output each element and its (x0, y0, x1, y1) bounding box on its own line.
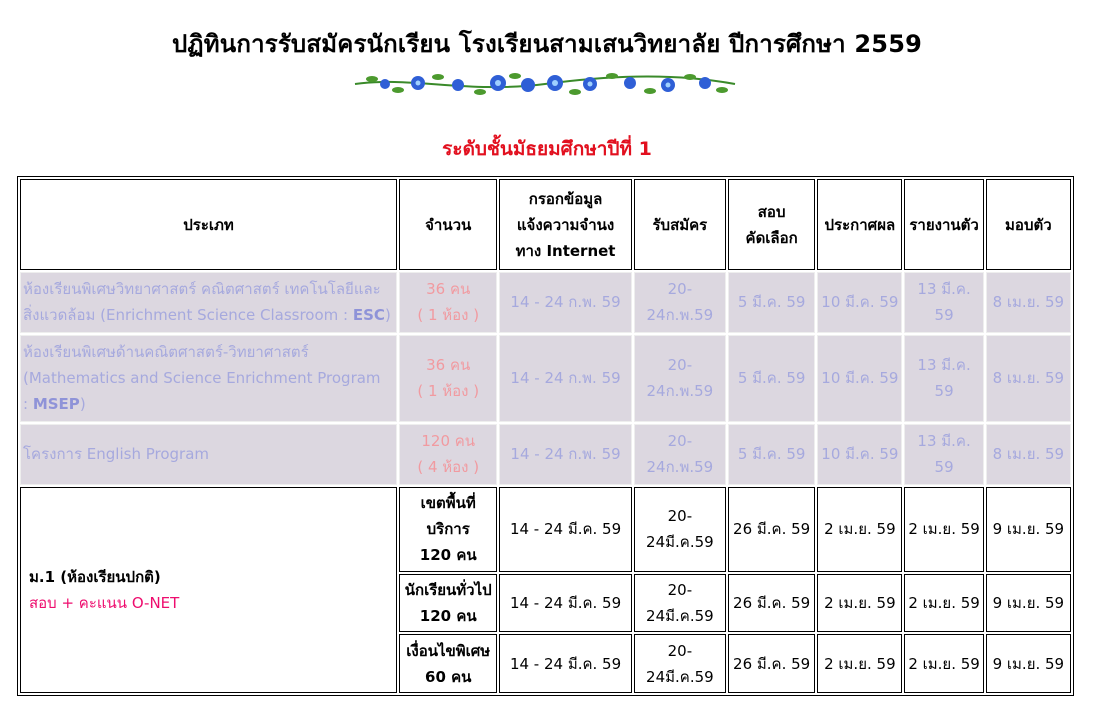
admission-schedule-table (17, 176, 1074, 696)
quantity-cell: เขตพื้นที่ บริการ 120 คน (399, 487, 497, 572)
program-type: ห้องเรียนพิเศษด้านคณิตศาสตร์-วิทยาศาสตร์ (Mathematics and Science Enrichment Program : MSEP) (20, 335, 397, 422)
flower-garland-divider (350, 66, 740, 102)
table-row-msep (20, 335, 1071, 422)
program-type: โครงการ English Program (20, 424, 397, 485)
quantity-cell: 36 คน ( 1 ห้อง ) (399, 335, 497, 422)
announce-date: 2 เม.ย. 59 (817, 634, 902, 693)
announce-date: 10 มี.ค. 59 (817, 424, 902, 485)
online-date: 14 - 24 ก.พ. 59 (499, 272, 631, 333)
program-type: ห้องเรียนพิเศษวิทยาศาสตร์ คณิตศาสตร์ เทคโนโลยีและ สิ่งแวดล้อม (Enrichment Science Classroom : ESC) (20, 272, 397, 333)
apply-date: 20-24ก.พ.59 (634, 424, 726, 485)
header-online-registration: กรอกข้อมูล แจ้งความจำนง ทาง Internet (499, 179, 631, 270)
report-date: 13 มี.ค. 59 (904, 272, 983, 333)
section-title: ระดับชั้นมัธยมศึกษาปีที่ 1 (442, 138, 652, 160)
report-date: 2 เม.ย. 59 (904, 634, 983, 693)
announce-date: 2 เม.ย. 59 (817, 487, 902, 572)
table-header-row (20, 179, 1071, 270)
quantity-cell: นักเรียนทั่วไป 120 คน (399, 574, 497, 633)
announce-date: 10 มี.ค. 59 (817, 335, 902, 422)
header-enroll: มอบตัว (986, 179, 1071, 270)
quantity-cell: เงื่อนไขพิเศษ 60 คน (399, 634, 497, 693)
table-row-regular-area (20, 487, 1071, 572)
online-date: 14 - 24 มี.ค. 59 (499, 634, 631, 693)
enroll-date: 9 เม.ย. 59 (986, 487, 1071, 572)
apply-date: 20-24มี.ค.59 (634, 634, 726, 693)
header-apply: รับสมัคร (634, 179, 726, 270)
exam-date: 26 มี.ค. 59 (728, 487, 815, 572)
apply-date: 20-24มี.ค.59 (634, 574, 726, 633)
header-report: รายงานตัว (904, 179, 983, 270)
table-row-esc (20, 272, 1071, 333)
online-date: 14 - 24 มี.ค. 59 (499, 574, 631, 633)
report-date: 2 เม.ย. 59 (904, 487, 983, 572)
header-type: ประเภท (20, 179, 397, 270)
regular-program-note: สอบ + คะแนน O-NET (29, 593, 180, 612)
header-exam: สอบ คัดเลือก (728, 179, 815, 270)
report-date: 2 เม.ย. 59 (904, 574, 983, 633)
enroll-date: 8 เม.ย. 59 (986, 335, 1071, 422)
quantity-cell: 120 คน ( 4 ห้อง ) (399, 424, 497, 485)
report-date: 13 มี.ค. 59 (904, 424, 983, 485)
online-date: 14 - 24 ก.พ. 59 (499, 424, 631, 485)
announce-date: 2 เม.ย. 59 (817, 574, 902, 633)
table-row-english-program (20, 424, 1071, 485)
exam-date: 26 มี.ค. 59 (728, 574, 815, 633)
online-date: 14 - 24 ก.พ. 59 (499, 335, 631, 422)
regular-program-name: ม.1 (ห้องเรียนปกติ) (29, 567, 161, 586)
online-date: 14 - 24 มี.ค. 59 (499, 487, 631, 572)
exam-date: 5 มี.ค. 59 (728, 335, 815, 422)
header-quantity: จำนวน (399, 179, 497, 270)
header-announce: ประกาศผล (817, 179, 902, 270)
apply-date: 20-24มี.ค.59 (634, 487, 726, 572)
apply-date: 20-24ก.พ.59 (634, 272, 726, 333)
enroll-date: 8 เม.ย. 59 (986, 272, 1071, 333)
exam-date: 5 มี.ค. 59 (728, 424, 815, 485)
announce-date: 10 มี.ค. 59 (817, 272, 902, 333)
report-date: 13 มี.ค. 59 (904, 335, 983, 422)
enroll-date: 8 เม.ย. 59 (986, 424, 1071, 485)
exam-date: 5 มี.ค. 59 (728, 272, 815, 333)
enroll-date: 9 เม.ย. 59 (986, 574, 1071, 633)
page-title: ปฏิทินการรับสมัครนักเรียน โรงเรียนสามเสนวิทยาลัย ปีการศึกษา 2559 (171, 30, 923, 58)
exam-date: 26 มี.ค. 59 (728, 634, 815, 693)
regular-program-type (20, 487, 397, 693)
quantity-cell: 36 คน ( 1 ห้อง ) (399, 272, 497, 333)
apply-date: 20-24ก.พ.59 (634, 335, 726, 422)
enroll-date: 9 เม.ย. 59 (986, 634, 1071, 693)
